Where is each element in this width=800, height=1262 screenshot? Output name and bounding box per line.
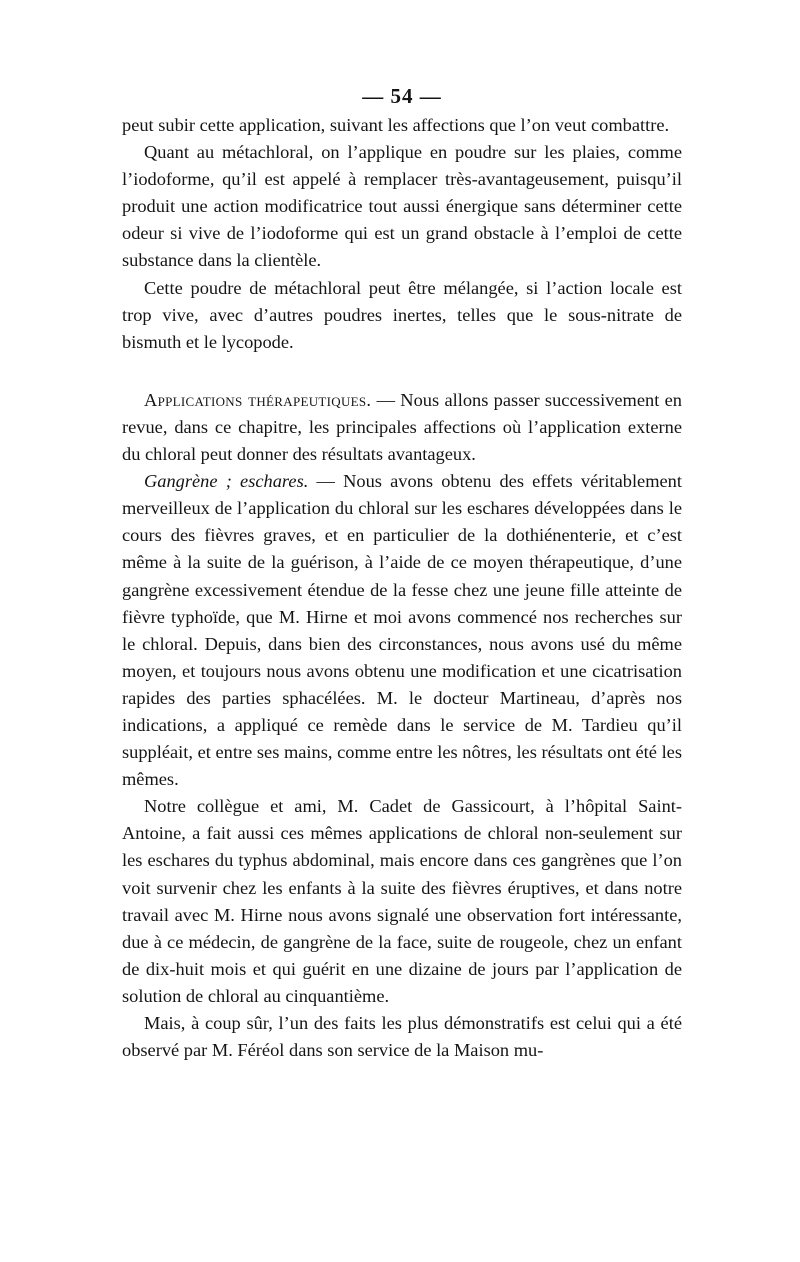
section-heading-applications: Applications thérapeutiques. [144,389,372,410]
section-gap [122,356,682,387]
paragraph-gangrene [122,468,682,793]
book-page [122,82,682,1064]
section-heading-gangrene: Gangrène ; eschares. [144,471,309,492]
paragraph-powder-mixture: Cette poudre de métachloral peut être mélangée, si l’action locale est trop vive, avec d’autres poudres inertes, telles que le sous-nitrate de bismuth et le lycopode. [122,277,682,352]
paragraph-metachloral: Quant au métachloral, on l’applique en poudre sur les plaies, comme l’iodoforme, qu’il est appelé à remplacer très-avantageusement, puisqu’il produit une action modificatrice tout aussi énergique sans déterminer cette odeur si vive de l’iodoforme qui est un grand obstacle à l’emploi de cette substance dans la clientèle. [122,142,682,271]
page-body [122,112,682,1064]
paragraph-cadet-de-gassicourt: Notre collègue et ami, M. Cadet de Gassicourt, à l’hôpital Saint-Antoine, a fait aussi ces mêmes applications de chloral non-seulement sur les eschares du typhus abdominal, mais encore dans ces gangrènes que l’on voit survenir chez les enfants à la suite des fièvres éruptives, et dans notre travail avec M. Hirne nous avons signalé une observation fort intéressante, due à ce médecin, de gangrène de la face, suite de rougeole, chez un enfant de dix-huit mois et qui guérit en une dizaine de jours par l’application de solution de chloral au cinquantième. [122,796,682,1006]
paragraph-applications [122,387,682,468]
paragraph-applications-text: — Nous allons passer successivement en revue, dans ce chapitre, les principales affections où l’application externe du chloral peut donner des résultats avantageux. [122,389,682,465]
paragraph-gangrene-text: — Nous avons obtenu des effets véritablement merveilleux de l’application du chloral sur les eschares développées dans le cours des fièvres graves, et en particulier de la dothiénenterie, et c’est même à la suite de la guérison, à l’aide de ce moyen thérapeutique, d’une gangrène excessivement étendue de la fesse chez une jeune fille atteinte de fièvre typhoïde, que M. Hirne et moi avons commencé nos recherches sur le chloral. Depuis, dans bien des circonstances, nous avons usé du même moyen, et toujours nous avons obtenu une modification et une cicatrisation rapides des parties sphacélées. M. le docteur Martineau, d’après nos indications, a appliqué ce remède dans le service de M. Tardieu qu’il suppléait, et entre ses mains, comme entre les nôtres, les résultats ont été les mêmes. [122,471,682,790]
paragraph-fereol: Mais, à coup sûr, l’un des faits les plus démonstratifs est celui qui a été observé par M. Féréol dans son service de la Maison mu- [122,1013,682,1061]
page-number: — 54 — [362,84,442,108]
paragraph-continuation: peut subir cette application, suivant les affections que l’on veut combattre. [122,115,670,135]
